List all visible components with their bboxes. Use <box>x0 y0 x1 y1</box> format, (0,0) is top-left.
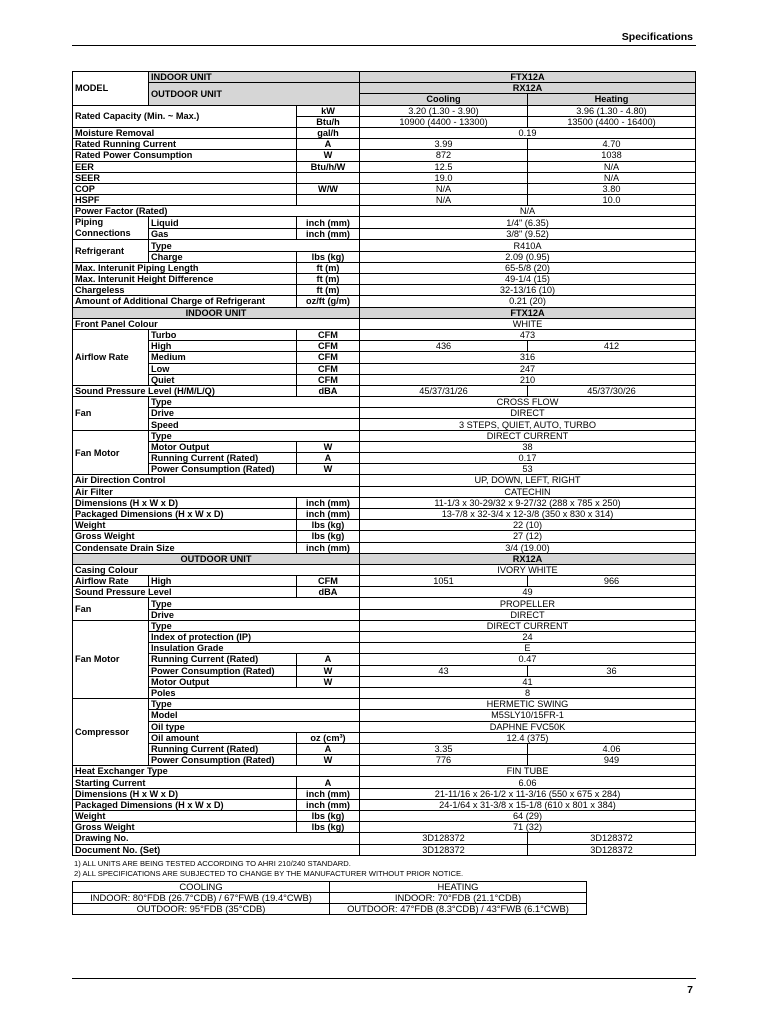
unit-cell: oz/ft (g/m) <box>297 296 360 307</box>
row-label: Weight <box>73 520 297 531</box>
sub-label: Charge <box>149 251 297 262</box>
row-label: Weight <box>73 811 297 822</box>
page-number: 7 <box>687 984 693 996</box>
value-cell: 3/4 (19.00) <box>360 542 696 553</box>
table-row <box>73 127 696 138</box>
value-cell: 872 <box>360 150 528 161</box>
value-cell: 11-1/3 x 30-29/32 x 9-27/32 (288 x 785 x 250) <box>360 497 696 508</box>
value-cell: N/A <box>360 183 528 194</box>
unit-cell: CFM <box>297 363 360 374</box>
table-row <box>73 329 696 340</box>
table-row <box>73 240 696 251</box>
value-cell: 27 (12) <box>360 531 696 542</box>
unit-cell: lbs (kg) <box>297 251 360 262</box>
value-cell: 22 (10) <box>360 520 696 531</box>
value-cell: DIRECT <box>360 609 696 620</box>
sub-label: Quiet <box>149 374 297 385</box>
sub-label: Type <box>149 240 360 251</box>
indoor-section-header: INDOOR UNIT <box>73 307 360 318</box>
row-label: COP <box>73 183 297 194</box>
value-cell: 3/8" (9.52) <box>360 228 696 240</box>
table-row <box>73 632 696 643</box>
table-row <box>73 161 696 172</box>
value-cell: 436 <box>360 341 528 352</box>
table-row <box>73 553 696 564</box>
value-cell: 473 <box>360 329 696 340</box>
value-cell: 12.4 (375) <box>360 732 696 743</box>
table-row <box>73 654 696 665</box>
value-cell: M5SLY10/15FR-1 <box>360 710 696 721</box>
unit-cell: gal/h <box>297 127 360 138</box>
row-label: Packaged Dimensions (H x W x D) <box>73 508 297 519</box>
unit-cell: ft (m) <box>297 274 360 285</box>
row-label: Fan <box>73 598 149 620</box>
value-cell: 49 <box>360 587 696 598</box>
unit-cell: lbs (kg) <box>297 520 360 531</box>
row-label: Drawing No. <box>73 833 360 844</box>
value-cell: 0.17 <box>360 453 696 464</box>
unit-cell: inch (mm) <box>297 788 360 799</box>
row-label <box>73 217 149 240</box>
heating-conditions-header: HEATING <box>330 882 587 893</box>
value-cell: 3D128372 <box>528 844 696 855</box>
value-cell: 1/4" (6.35) <box>360 217 696 229</box>
indoor-section-model: FTX12A <box>360 307 696 318</box>
value-cell: 3.35 <box>360 743 528 754</box>
sub-label: Oil amount <box>149 732 297 743</box>
unit-cell: lbs (kg) <box>297 531 360 542</box>
table-row <box>73 531 696 542</box>
row-label: EER <box>73 161 297 172</box>
table-row <box>73 374 696 385</box>
value-cell: DIRECT <box>360 408 696 419</box>
indoor-model: FTX12A <box>360 72 696 83</box>
value-cell: 49-1/4 (15) <box>360 274 696 285</box>
table-row <box>73 520 696 531</box>
unit-cell: inch (mm) <box>297 228 360 240</box>
table-row <box>73 251 696 262</box>
header-rule <box>72 45 696 46</box>
cooling-outdoor-condition: OUTDOOR: 95°FDB (35°CDB) <box>73 904 330 915</box>
sub-label: Power Consumption (Rated) <box>149 464 297 475</box>
table-row <box>73 206 696 217</box>
value-cell: 10900 (4400 - 13300) <box>360 116 528 127</box>
value-cell: 43 <box>360 665 528 676</box>
value-cell: FIN TUBE <box>360 766 696 777</box>
table-row <box>73 72 696 83</box>
row-label: HSPF <box>73 195 297 206</box>
sub-label: Low <box>149 363 297 374</box>
value-cell: 3.20 (1.30 - 3.90) <box>360 105 528 116</box>
sub-label: Speed <box>149 419 360 430</box>
value-cell: 6.06 <box>360 777 696 788</box>
table-row <box>73 195 696 206</box>
sub-label: Drive <box>149 609 360 620</box>
table-row <box>73 285 696 296</box>
table-row <box>73 811 696 822</box>
row-label: Air Filter <box>73 486 360 497</box>
row-label: Fan <box>73 397 149 431</box>
table-row <box>73 397 696 408</box>
table-row <box>73 274 696 285</box>
unit-cell: CFM <box>297 329 360 340</box>
row-label: Compressor <box>73 699 149 766</box>
value-cell: UP, DOWN, LEFT, RIGHT <box>360 475 696 486</box>
value-cell: CATECHIN <box>360 486 696 497</box>
table-row <box>73 576 696 587</box>
value-cell: 1038 <box>528 150 696 161</box>
value-cell: 10.0 <box>528 195 696 206</box>
unit-cell <box>297 172 360 183</box>
table-row <box>73 799 696 810</box>
value-cell: 3.96 (1.30 - 4.80) <box>528 105 696 116</box>
value-cell: 3.99 <box>360 139 528 150</box>
footnotes <box>74 859 463 879</box>
value-cell: 4.70 <box>528 139 696 150</box>
table-row <box>73 464 696 475</box>
row-label: Refrigerant <box>73 240 149 262</box>
test-conditions-table <box>72 881 587 915</box>
table-row <box>73 475 696 486</box>
unit-cell: kW <box>297 105 360 116</box>
sub-label: Type <box>149 598 360 609</box>
unit-cell: dBA <box>297 385 360 396</box>
table-row <box>73 822 696 833</box>
footnote: 2) ALL SPECIFICATIONS ARE SUBJECTED TO CHANGE BY THE MANUFACTURER WITHOUT PRIOR NOTICE. <box>74 869 464 878</box>
table-row <box>73 699 696 710</box>
value-cell: 0.47 <box>360 654 696 665</box>
value-cell: 3.80 <box>528 183 696 194</box>
value-cell: E <box>360 643 696 654</box>
value-cell: 38 <box>360 441 696 452</box>
unit-cell: A <box>297 139 360 150</box>
heating-indoor-condition: INDOOR: 70°FDB (21.1°CDB) <box>330 893 587 904</box>
row-label: Max. Interunit Height Difference <box>73 274 297 285</box>
row-label: Document No. (Set) <box>73 844 360 855</box>
value-cell: 45/37/30/26 <box>528 385 696 396</box>
outdoor-section-header: OUTDOOR UNIT <box>73 553 360 564</box>
table-row <box>73 620 696 631</box>
value-cell: 316 <box>360 352 696 363</box>
table-row <box>73 598 696 609</box>
value-cell: 3D128372 <box>528 833 696 844</box>
table-row <box>73 665 696 676</box>
table-row <box>73 385 696 396</box>
row-label: Rated Power Consumption <box>73 150 297 161</box>
unit-cell: A <box>297 777 360 788</box>
row-label: Airflow Rate <box>73 329 149 385</box>
unit-cell: CFM <box>297 341 360 352</box>
table-row <box>73 687 696 698</box>
value-cell: DIRECT CURRENT <box>360 620 696 631</box>
row-label: Dimensions (H x W x D) <box>73 788 297 799</box>
row-label: Gross Weight <box>73 531 297 542</box>
row-label: Fan Motor <box>73 620 149 698</box>
value-cell: WHITE <box>360 318 696 329</box>
unit-cell: inch (mm) <box>297 497 360 508</box>
row-label: SEER <box>73 172 297 183</box>
table-row <box>73 904 587 915</box>
value-cell: IVORY WHITE <box>360 564 696 575</box>
row-label: Fan Motor <box>73 430 149 475</box>
value-cell: 4.06 <box>528 743 696 754</box>
table-row <box>73 228 696 240</box>
sub-label: Power Consumption (Rated) <box>149 755 297 766</box>
value-cell: PROPELLER <box>360 598 696 609</box>
row-label: Packaged Dimensions (H x W x D) <box>73 799 297 810</box>
value-cell: N/A <box>360 195 528 206</box>
piping-label-line2: Connections <box>75 228 131 239</box>
value-cell: DAPHNE FVC50K <box>360 721 696 732</box>
value-cell: 3D128372 <box>360 833 528 844</box>
table-row <box>73 419 696 430</box>
sub-label: Type <box>149 620 360 631</box>
value-cell: 24-1/64 x 31-3/8 x 15-1/8 (610 x 801 x 384) <box>360 799 696 810</box>
table-row <box>73 296 696 307</box>
row-label: Heat Exchanger Type <box>73 766 360 777</box>
value-cell: 247 <box>360 363 696 374</box>
footnote: 1) ALL UNITS ARE BEING TESTED ACCORDING TO AHRI 210/240 STANDARD. <box>74 859 351 868</box>
value-cell: 36 <box>528 665 696 676</box>
row-label: Dimensions (H x W x D) <box>73 497 297 508</box>
cooling-conditions-header: COOLING <box>73 882 330 893</box>
piping-label-line1: Piping <box>75 217 104 228</box>
row-label: Condensate Drain Size <box>73 542 297 553</box>
cooling-indoor-condition: INDOOR: 80°FDB (26.7°CDB) / 67°FWB (19.4°CWB) <box>73 893 330 904</box>
model-label: MODEL <box>73 72 149 106</box>
value-cell: 966 <box>528 576 696 587</box>
table-row <box>73 408 696 419</box>
sub-label: Model <box>149 710 360 721</box>
row-label: Gross Weight <box>73 822 297 833</box>
value-cell: 65-5/8 (20) <box>360 262 696 273</box>
value-cell: 71 (32) <box>360 822 696 833</box>
table-row <box>73 833 696 844</box>
sub-label: Running Current (Rated) <box>149 453 297 464</box>
table-row <box>73 352 696 363</box>
value-cell: DIRECT CURRENT <box>360 430 696 441</box>
unit-cell: ft (m) <box>297 285 360 296</box>
unit-cell: inch (mm) <box>297 542 360 553</box>
value-cell: 8 <box>360 687 696 698</box>
row-label: Front Panel Colour <box>73 318 360 329</box>
sub-label: Power Consumption (Rated) <box>149 665 297 676</box>
outdoor-section-model: RX12A <box>360 553 696 564</box>
heating-outdoor-condition: OUTDOOR: 47°FDB (8.3°CDB) / 43°FWB (6.1°CWB) <box>330 904 587 915</box>
unit-cell: inch (mm) <box>297 217 360 229</box>
sub-label: Running Current (Rated) <box>149 654 297 665</box>
value-cell: 21-11/16 x 26-1/2 x 11-3/16 (550 x 675 x 284) <box>360 788 696 799</box>
value-cell: 210 <box>360 374 696 385</box>
row-label: Sound Pressure Level (H/M/L/Q) <box>73 385 297 396</box>
sub-label: Index of protection (IP) <box>149 632 360 643</box>
table-row <box>73 318 696 329</box>
unit-cell: lbs (kg) <box>297 811 360 822</box>
table-row <box>73 777 696 788</box>
sub-label: Drive <box>149 408 360 419</box>
row-label: Moisture Removal <box>73 127 297 138</box>
value-cell: 949 <box>528 755 696 766</box>
value-cell: 24 <box>360 632 696 643</box>
table-row <box>73 183 696 194</box>
sub-label: Medium <box>149 352 297 363</box>
table-row <box>73 721 696 732</box>
cooling-header: Cooling <box>360 94 528 105</box>
outdoor-model: RX12A <box>360 83 696 94</box>
row-label: Rated Capacity (Min. ~ Max.) <box>73 105 297 127</box>
table-row <box>73 139 696 150</box>
specifications-table <box>72 71 696 856</box>
table-row <box>73 217 696 229</box>
value-cell: N/A <box>360 206 696 217</box>
unit-cell: CFM <box>297 352 360 363</box>
sub-label: Gas <box>149 228 297 240</box>
value-cell: HERMETIC SWING <box>360 699 696 710</box>
unit-cell: A <box>297 654 360 665</box>
table-row <box>73 893 587 904</box>
heating-header: Heating <box>528 94 696 105</box>
unit-cell: oz (cm³) <box>297 732 360 743</box>
unit-cell <box>297 195 360 206</box>
value-cell: 41 <box>360 676 696 687</box>
table-row <box>73 788 696 799</box>
sub-label: Running Current (Rated) <box>149 743 297 754</box>
table-row <box>73 643 696 654</box>
value-cell: 19.0 <box>360 172 528 183</box>
value-cell: 776 <box>360 755 528 766</box>
table-row <box>73 710 696 721</box>
table-row <box>73 172 696 183</box>
unit-cell: A <box>297 453 360 464</box>
table-row <box>73 609 696 620</box>
sub-label: Type <box>149 397 360 408</box>
value-cell: 12.5 <box>360 161 528 172</box>
row-label: Sound Pressure Level <box>73 587 297 598</box>
value-cell: 32-13/16 (10) <box>360 285 696 296</box>
row-label: Air Direction Control <box>73 475 360 486</box>
sub-label: Motor Output <box>149 676 297 687</box>
value-cell: CROSS FLOW <box>360 397 696 408</box>
value-cell: 53 <box>360 464 696 475</box>
sub-label: Type <box>149 699 360 710</box>
value-cell: 64 (29) <box>360 811 696 822</box>
sub-label: Oil type <box>149 721 360 732</box>
row-label: Rated Running Current <box>73 139 297 150</box>
value-cell: 3 STEPS, QUIET, AUTO, TURBO <box>360 419 696 430</box>
table-row <box>73 564 696 575</box>
unit-cell: W <box>297 755 360 766</box>
footer-rule <box>72 978 696 979</box>
table-row <box>73 755 696 766</box>
row-label: Starting Current <box>73 777 297 788</box>
table-row <box>73 105 696 116</box>
unit-cell: W/W <box>297 183 360 194</box>
value-cell: 13-7/8 x 32-3/4 x 12-3/8 (350 x 830 x 314) <box>360 508 696 519</box>
value-cell: N/A <box>528 161 696 172</box>
unit-cell: W <box>297 441 360 452</box>
unit-cell: dBA <box>297 587 360 598</box>
value-cell: 45/37/31/26 <box>360 385 528 396</box>
table-row <box>73 743 696 754</box>
sub-label: Insulation Grade <box>149 643 360 654</box>
unit-cell: W <box>297 676 360 687</box>
unit-cell: W <box>297 150 360 161</box>
unit-cell: Btu/h/W <box>297 161 360 172</box>
table-row <box>73 341 696 352</box>
row-label: Amount of Additional Charge of Refrigerant <box>73 296 297 307</box>
unit-cell: A <box>297 743 360 754</box>
table-row <box>73 486 696 497</box>
table-row <box>73 676 696 687</box>
row-label: Max. Interunit Piping Length <box>73 262 297 273</box>
value-cell: 13500 (4400 - 16400) <box>528 116 696 127</box>
table-row <box>73 542 696 553</box>
unit-cell: CFM <box>297 576 360 587</box>
unit-cell: lbs (kg) <box>297 822 360 833</box>
row-label: Airflow Rate <box>73 576 149 587</box>
unit-cell: inch (mm) <box>297 508 360 519</box>
value-cell: 1051 <box>360 576 528 587</box>
unit-cell: ft (m) <box>297 262 360 273</box>
outdoor-unit-label: OUTDOOR UNIT <box>149 83 360 105</box>
sub-label: Liquid <box>149 217 297 229</box>
row-label: Casing Colour <box>73 564 360 575</box>
table-row <box>73 430 696 441</box>
table-row <box>73 441 696 452</box>
table-row <box>73 508 696 519</box>
table-row <box>73 453 696 464</box>
table-row <box>73 844 696 855</box>
sub-label: Type <box>149 430 360 441</box>
unit-cell: Btu/h <box>297 116 360 127</box>
table-row <box>73 363 696 374</box>
unit-cell: W <box>297 665 360 676</box>
row-label: Power Factor (Rated) <box>73 206 360 217</box>
value-cell: R410A <box>360 240 696 251</box>
table-row <box>73 732 696 743</box>
unit-cell: W <box>297 464 360 475</box>
table-row <box>73 83 696 94</box>
sub-label: High <box>149 576 297 587</box>
value-cell: 0.21 (20) <box>360 296 696 307</box>
sub-label: High <box>149 341 297 352</box>
table-row <box>73 587 696 598</box>
indoor-unit-label: INDOOR UNIT <box>149 72 360 83</box>
sub-label: Poles <box>149 687 360 698</box>
table-row <box>73 262 696 273</box>
value-cell: 3D128372 <box>360 844 528 855</box>
table-row <box>73 882 587 893</box>
value-cell: 2.09 (0.95) <box>360 251 696 262</box>
sub-label: Turbo <box>149 329 297 340</box>
value-cell: N/A <box>528 172 696 183</box>
table-row <box>73 150 696 161</box>
table-row <box>73 307 696 318</box>
row-label: Chargeless <box>73 285 297 296</box>
unit-cell: inch (mm) <box>297 799 360 810</box>
unit-cell: CFM <box>297 374 360 385</box>
value-cell: 412 <box>528 341 696 352</box>
table-row <box>73 497 696 508</box>
page-header-title: Specifications <box>621 31 693 43</box>
value-cell: 0.19 <box>360 127 696 138</box>
sub-label: Motor Output <box>149 441 297 452</box>
table-row <box>73 766 696 777</box>
